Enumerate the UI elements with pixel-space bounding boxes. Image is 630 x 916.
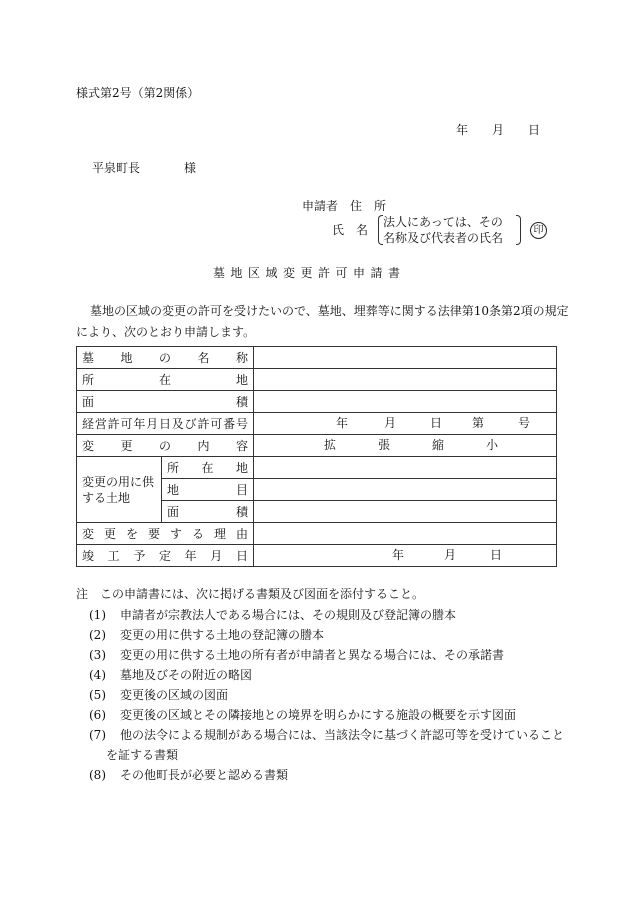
notes-heading-row [76,588,556,608]
intro-line1: 墓地の区域の変更の許可を受けたいので、墓地、埋葬等に関する法律第10条第2項の規定 [90,304,569,318]
intro-line2: により、次のとおり申請します。 [76,325,256,339]
label-char: 工 [107,548,120,563]
note-item [76,708,556,728]
label-char: 経 [82,416,95,431]
label-char: 日 [235,548,248,563]
note-item-continuation [76,748,556,768]
land-area-label [162,501,254,523]
note-number: (7) [89,728,106,742]
note-number: (2) [89,628,106,642]
label-char: 理 [214,526,227,541]
cemetery-name-text [82,352,248,364]
label-char: 面 [82,394,95,409]
note-number: (6) [89,708,106,722]
corp-note-line1: 法人にあっては、その [383,215,503,229]
change-content-label [77,435,254,457]
land-category-text [167,484,248,496]
label-char: び [184,416,197,431]
land-location-label [162,457,254,479]
cemetery-name-label [77,347,254,369]
label-char: 月 [210,548,223,563]
note-item [76,608,556,628]
seal-mark: 印 [530,222,547,239]
row-cemetery-name [77,347,557,369]
change-content-text [82,440,248,452]
note-item [76,668,556,688]
label-char: 号 [235,416,248,431]
note-number: (8) [89,768,106,782]
cemetery-name-field[interactable] [254,347,557,369]
land-area-text [167,506,248,518]
date-day-label: 日 [527,123,540,137]
label-char: 月 [146,416,159,431]
label-char: 番 [223,416,236,431]
completion-month: 月 [444,547,457,562]
row-reason [77,523,557,545]
change-content-field[interactable] [254,435,557,457]
note-item [76,648,556,668]
permit-year: 年 [336,415,349,430]
recipient-honorific: 様 [184,161,197,175]
label-char: 許 [107,416,120,431]
label-char: 地 [167,482,180,497]
applicant-address-label: 住 所 [350,199,387,213]
note-text: 変更の用に供する土地の登記簿の謄本 [120,628,325,642]
label-char: 及 [171,416,184,431]
label-char: 所 [82,372,95,387]
label-char: 年 [184,548,197,563]
reason-label [77,523,254,545]
document-title: 墓地区域変更許可申請書 [213,266,406,280]
form-number: 様式第2号（第2関係） [76,86,200,100]
label-char: 可 [120,416,133,431]
note-number: (1) [89,608,106,622]
permit-month: 月 [384,415,397,430]
label-char: 目 [236,482,249,497]
note-text: 変更後の区域の図面 [120,688,229,702]
label-char: 在 [201,460,214,475]
row-change-content [77,435,557,457]
reason-field[interactable] [254,523,557,545]
note-number: (4) [89,668,106,682]
label-char: 容 [236,438,249,453]
land-category-field[interactable] [254,479,557,501]
area-field[interactable] [254,391,557,413]
completion-label [77,545,254,567]
change-option-shuku[interactable]: 縮 [432,437,445,452]
label-char: 由 [236,526,249,541]
permit-text [82,418,248,430]
label-char: 地 [236,372,249,387]
application-table [76,346,557,567]
row-permit [77,413,557,435]
row-land-location [77,457,557,479]
label-char: 日 [158,416,171,431]
label-char: の [159,438,172,453]
label-char: 地 [236,460,249,475]
location-label [77,369,254,391]
note-item [76,728,565,748]
label-char: 名 [197,350,210,365]
applicant-name-label: 氏 名 [332,223,369,237]
location-text [82,374,248,386]
change-option-ka[interactable]: 拡 [324,437,337,452]
label-char: 所 [167,460,180,475]
label-char: 墓 [82,350,95,365]
note-item [76,628,556,648]
permit-label [77,413,254,435]
label-char: 地 [120,350,133,365]
permit-no-suffix: 号 [518,415,531,430]
note-continuation-text: を証する書類 [106,748,179,762]
permit-day: 日 [430,415,443,430]
recipient: 平泉町長 [92,161,141,175]
note-number: (5) [89,688,106,702]
land-group-label [77,457,162,523]
row-area [77,391,557,413]
corp-note-line2: 名称及び代表者の氏名 [383,231,504,245]
label-char: 許 [197,416,210,431]
label-char: 営 [94,416,107,431]
label-char: 予 [133,548,146,563]
land-location-field[interactable] [254,457,557,479]
location-field[interactable] [254,369,557,391]
label-char: を [126,526,139,541]
label-char: 定 [158,548,171,563]
label-char: 積 [236,504,249,519]
permit-no-prefix: 第 [472,415,485,430]
date-month-label: 月 [491,123,504,137]
note-text: 墓地及びその附近の略図 [120,668,253,682]
land-label-line1: 変更の用に供 [82,474,155,489]
note-text: その他町長が必要と認める書類 [120,768,289,782]
label-char: 竣 [82,548,95,563]
notes-heading: 注 この申請書には、次に掲げる書類及び図面を添付すること。 [76,587,425,601]
land-label-line2: する土地 [82,490,131,505]
applicant-label: 申請者 [302,199,339,213]
land-location-text [167,462,248,474]
note-text: 変更後の区域とその隣接地との境界を明らかにする施設の概要を示す図面 [120,708,517,722]
label-char: 要 [148,526,161,541]
label-char: 称 [236,350,249,365]
label-char: 変 [82,526,95,541]
label-char: 積 [236,394,249,409]
label-char: る [192,526,205,541]
label-char: の [159,350,172,365]
completion-year: 年 [392,547,405,562]
label-char: す [170,526,183,541]
reason-text [82,528,248,540]
label-char: 可 [210,416,223,431]
label-char: 更 [104,526,117,541]
area-text [82,396,248,408]
permit-field[interactable] [254,413,557,435]
notes-section [76,587,565,788]
label-char: 在 [159,372,172,387]
change-option-cho[interactable]: 張 [378,437,391,452]
date-year-label: 年 [456,123,469,137]
corp-note-bracket-right [516,215,521,245]
note-text: 他の法令による規制がある場合には、当該法令に基づく許認可等を受けていること [120,728,565,742]
note-item [76,688,556,708]
label-char: 面 [167,504,180,519]
completion-field[interactable] [254,545,557,567]
label-char: 年 [133,416,146,431]
label-char: 内 [197,438,210,453]
note-number: (3) [89,648,106,662]
completion-day: 日 [490,547,503,562]
note-text: 申請者が宗教法人である場合には、その規則及び登記簿の謄本 [120,608,457,622]
label-char: 変 [82,438,95,453]
land-area-field[interactable] [254,501,557,523]
date-line [456,124,540,136]
land-category-label [162,479,254,501]
row-location [77,369,557,391]
area-label [77,391,254,413]
label-char: 更 [120,438,133,453]
note-text: 変更の用に供する土地の所有者が申請者と異なる場合には、その承諾書 [120,648,505,662]
completion-text [82,550,248,562]
note-item [76,768,556,788]
row-completion [77,545,557,567]
change-option-sho[interactable]: 小 [486,437,499,452]
